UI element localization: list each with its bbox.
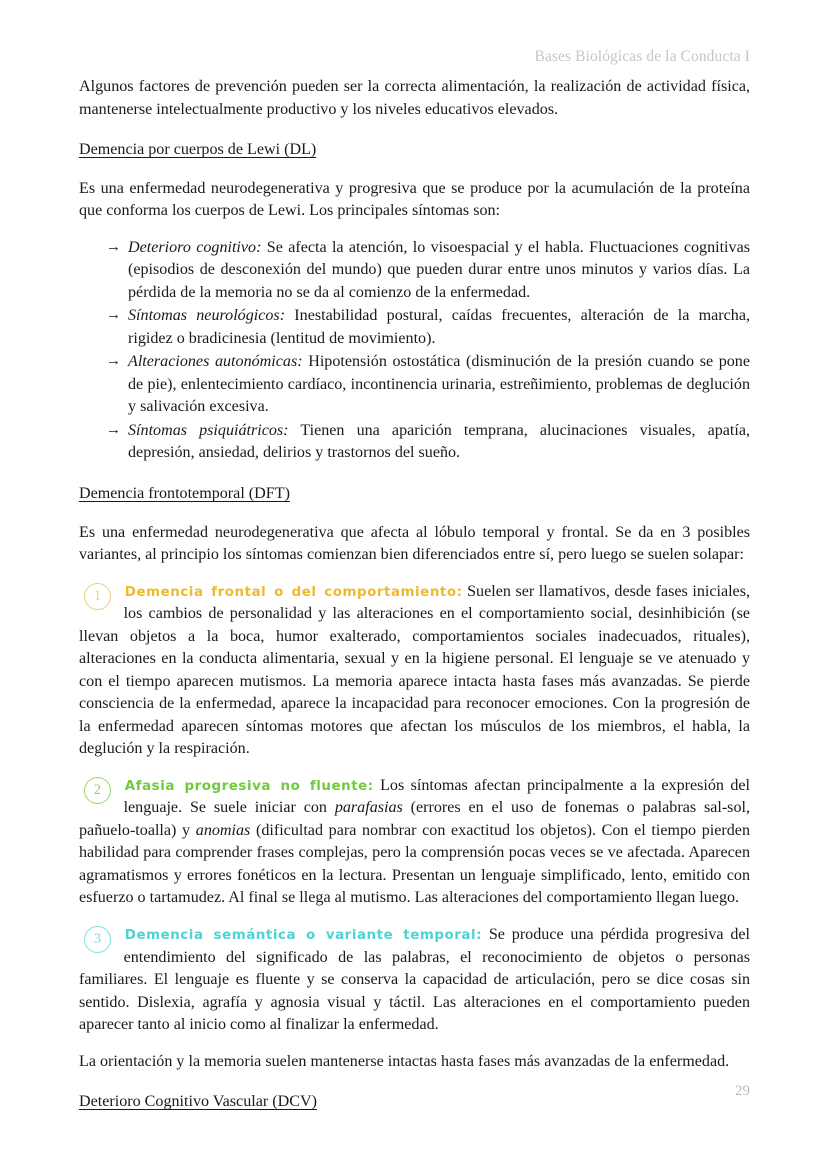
bullet-text: Hipotensión ostostática (disminución de la presión cuando se pone de pie), enlentecimiento cardíaco, incontinencia urinaria, estreñimiento, problemas de deglución y salivación excesiva. [128, 353, 750, 416]
page-number: 29 [735, 1083, 750, 1099]
page-content [79, 76, 750, 1130]
item-2-text-part1: Los síntomas afectan principalmente a la expresión del lenguaje. Se suele iniciar con [123, 776, 750, 817]
heading-demencia-lewi: Demencia por cuerpos de Lewi (DL) [79, 141, 317, 159]
bullet-term: Síntomas neurológicos: [128, 307, 286, 325]
item-1-text: Suelen ser llamativos, desde fases iniciales, los cambios de personalidad y las alteraciones en el comportamiento social, desinhibición (se llevan objetos a la boca, humor exalterado, comportamientos sociales inadecuados, rituales), alteraciones en la conducta alimentaria, sexual y en la higiene personal. El lenguaje se ve atenuado y con el tiempo aparecen mutismos. La memoria aparece intacta hasta fases más avanzadas. Se pierde consciencia de la enfermedad, aparece la incapacidad para reconocer emociones. Con la progresión de la enfermedad aparecen síntomas motores que afectan los músculos de los miembros, el habla, la deglución y la respiración. [79, 582, 750, 758]
heading-deterioro-cognitivo-vascular: Deterioro Cognitivo Vascular (DCV) [79, 1093, 317, 1111]
item-2-italic-parafasias: parafasias [334, 799, 403, 817]
arrow-bullet-icon: → [106, 238, 121, 255]
list-item [79, 420, 750, 465]
intro-paragraph: Algunos factores de prevención pueden ser la correcta alimentación, la realización de actividad física, mantenerse intelectualmente productivo y los niveles educativos elevados. [79, 78, 750, 118]
heading-demencia-frontotemporal: Demencia frontotemporal (DFT) [79, 484, 290, 502]
arrow-bullet-icon: → [106, 353, 121, 370]
item-2-text-part2: (errores en el uso de fonemas o palabras sal-sol, pañuelo-toalla) y [79, 799, 750, 839]
number-circle-2: 2 [84, 777, 111, 804]
bullet-term: Deterioro cognitivo: [128, 238, 262, 256]
number-circle-1: 1 [84, 583, 111, 610]
list-item [79, 305, 750, 350]
numbered-item-2 [79, 775, 750, 910]
number-circle-3: 3 [84, 926, 111, 953]
arrow-bullet-icon: → [106, 307, 121, 324]
numbered-item-1 [79, 581, 750, 761]
bullet-text: Inestabilidad postural, caídas frecuentes, alteración de la marcha, rigidez o bradicinesia (lentitud de movimiento). [128, 307, 750, 347]
dft-closing-paragraph: La orientación y la memoria suelen mantenerse intactas hasta fases más avanzadas de la enfermedad. [79, 1052, 730, 1070]
lewi-intro-paragraph: Es una enfermedad neurodegenerativa y progresiva que se produce por la acumulación de la proteína que conforma los cuerpos de Lewi. Los principales síntomas son: [79, 179, 750, 220]
item-2-heading: Afasia progresiva no fluente: [124, 778, 374, 794]
lewi-symptom-list [79, 237, 750, 465]
item-1-heading: Demencia frontal o del comportamiento: [124, 584, 463, 600]
dft-intro-paragraph: Es una enfermedad neurodegenerativa que afecta al lóbulo temporal y frontal. Se da en 3 posibles variantes, al principio los síntomas comienzan bien diferenciados entre sí, pero luego se suelen solapar: [79, 523, 750, 564]
numbered-item-3 [79, 924, 750, 1037]
bullet-term: Síntomas psiquiátricos: [128, 421, 289, 439]
bullet-text: Se afecta la atención, lo visoespacial y el habla. Fluctuaciones cognitivas (episodios de desconexión del mundo) que pueden durar entre unos minutos y varios días. La pérdida de la memoria no se da al comienzo de la enfermedad. [128, 238, 750, 301]
list-item [79, 351, 750, 419]
bullet-text: Tienen una aparición temprana, alucinaciones visuales, apatía, depresión, ansiedad, delirios y trastornos del sueño. [128, 421, 751, 462]
bullet-term: Alteraciones autonómicas: [128, 353, 303, 371]
item-3-text: Se produce una pérdida progresiva del entendimiento del significado de las palabras, el reconocimiento de objetos o personas familiares. El lenguaje es fluente y se conserva la capacidad de articulación, pero se dice cosas sin sentido. Dislexia, agrafía y agnosia visual y táctil. Las alteraciones en el comportamiento pueden aparecer tanto al inicio como al finalizar la enfermedad. [79, 926, 751, 1034]
running-header: Bases Biológicas de la Conducta I [534, 48, 750, 65]
list-item [79, 237, 750, 305]
arrow-bullet-icon: → [106, 421, 121, 438]
item-2-text-part3: (dificultad para nombrar con exactitud los objetos). Con el tiempo pierden habilidad para comprender frases complejas, pero la comprensión pocas veces se ve afectada. Aparecen agramatismos y errores fonéticos en la lectura. Presentan un lenguaje simplificado, lento, emitido con esfuerzo o tartamudez. Al final se llega al mutismo. Las alteraciones del comportamiento llegan luego. [79, 821, 750, 907]
item-2-italic-anomias: anomias [195, 821, 251, 839]
item-3-heading: Demencia semántica o variante temporal: [124, 928, 483, 943]
